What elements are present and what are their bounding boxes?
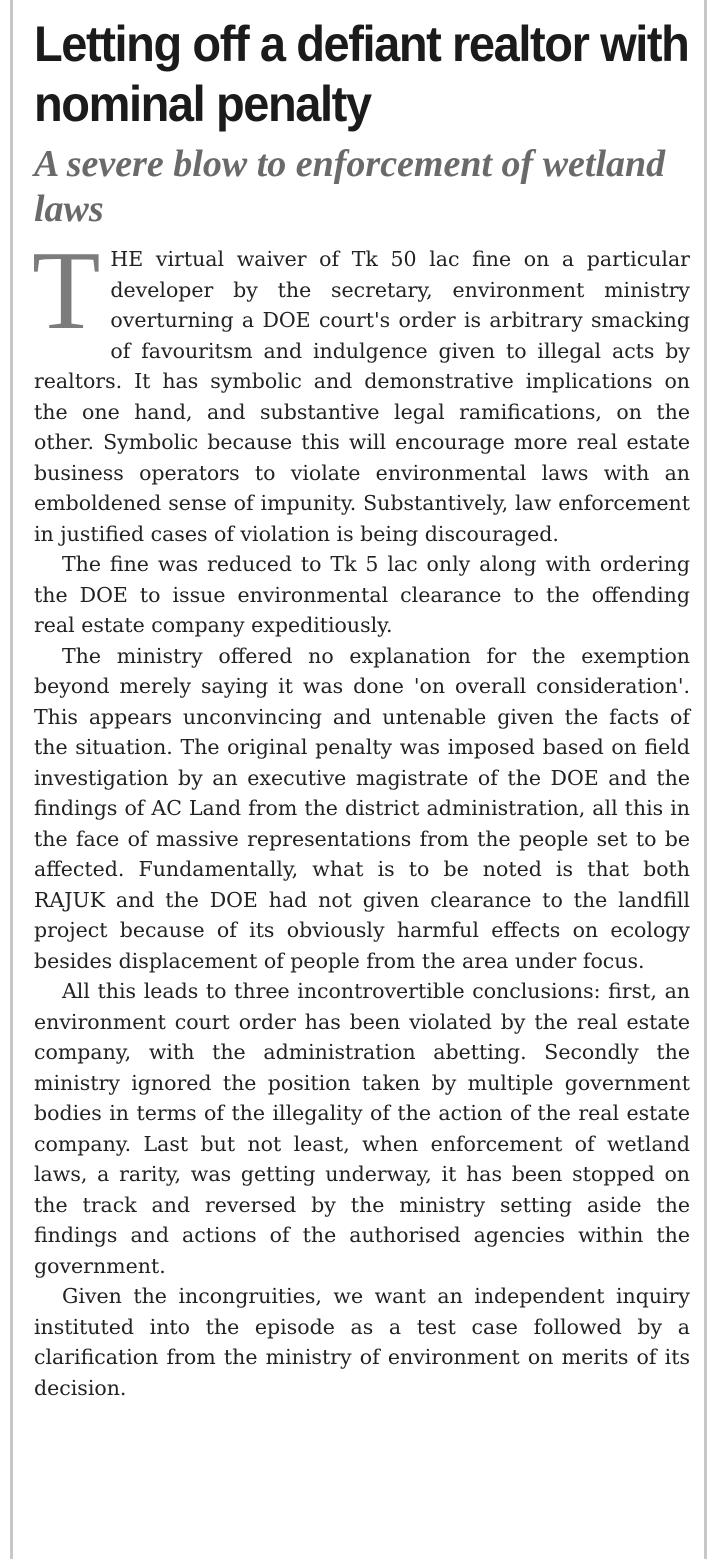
column-rule-left bbox=[10, 0, 13, 1559]
paragraph-2: The fine was reduced to Tk 5 lac only along with ordering the DOE to issue environmental clearance to the offending real estate company expeditiously. bbox=[34, 552, 690, 637]
paragraph-1-text: HE virtual waiver of Tk 50 lac fine on a particular developer by the secretary, environment ministry overturning a DOE court's order is arbitrary smacking of favouritsm and indulgence given to illegal acts by realtors. It has symbolic and demonstrative implications on the one hand, and substantive legal ramifications, on the other. Symbolic because this will encourage more real estate business operators to violate environmental laws with an emboldened sense of impunity. Substantively, law enforcement in justified cases of violation is being discouraged. bbox=[34, 247, 690, 546]
paragraph-4: All this leads to three incontrovertible conclusions: first, an environment court order has been violated by the real estate company, with the administration abetting. Secondly the ministry ignored the position taken by multiple government bodies in terms of the illegality of the action of the real estate company. Last but not least, when enforcement of wetland laws, a rarity, was getting underway, it has been stopped on the track and reversed by the ministry setting aside the findings and actions of the authorised agencies within the government. bbox=[34, 979, 690, 1278]
article-body bbox=[32, 229, 690, 1403]
article-subheadline: A severe blow to enforcement of wetland laws bbox=[34, 143, 666, 230]
column-rule-right bbox=[704, 0, 707, 1559]
drop-cap: T bbox=[32, 229, 101, 353]
paragraph-5: Given the incongruities, we want an independent inquiry instituted into the episode as a test case followed by a clarification from the ministry of environment on merits of its decision. bbox=[34, 1284, 690, 1400]
article-headline: Letting off a defiant realtor with nominal penalty bbox=[34, 16, 689, 132]
paragraph-3: The ministry offered no explanation for the exemption beyond merely saying it was done 'on overall consideration'. This appears unconvincing and untenable given the facts of the situation. The original penalty was imposed based on field investigation by an executive magistrate of the DOE and the findings of AC Land from the district administration, all this in the face of massive representations from the people set to be affected. Fundamentally, what is to be noted is that both RAJUK and the DOE had not given clearance to the landfill project because of its obviously harmful effects on ecology besides displacement of people from the area under focus. bbox=[34, 643, 690, 973]
paragraph-1 bbox=[32, 229, 690, 549]
article bbox=[34, 14, 690, 1403]
